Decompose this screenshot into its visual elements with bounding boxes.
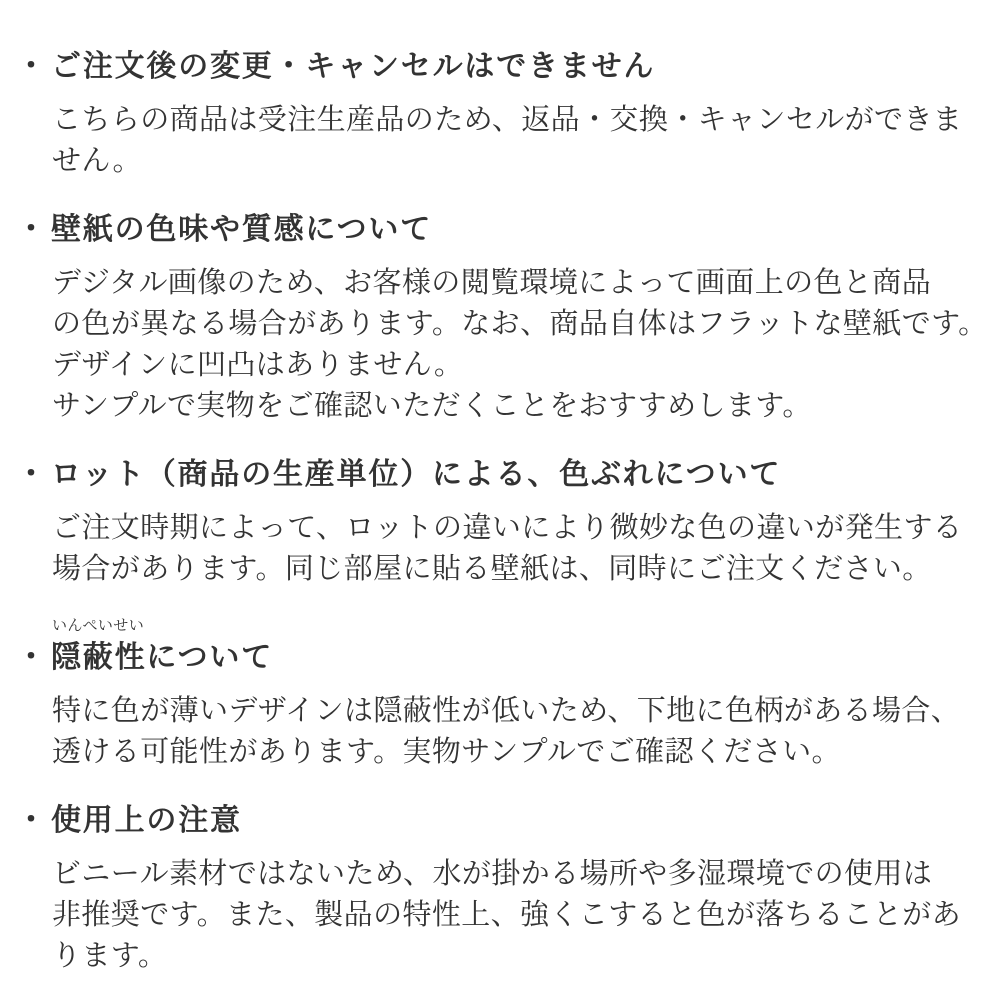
bullet-marker: ・ <box>16 50 48 83</box>
section-body <box>52 854 986 977</box>
section-body <box>52 691 986 773</box>
body-line: せん。 <box>52 145 142 177</box>
furigana-label: いんぺいせい <box>52 617 145 634</box>
bullet-marker: ・ <box>16 641 48 674</box>
section-heading-row <box>16 454 986 496</box>
bullet-marker: ・ <box>16 458 48 491</box>
body-line: サンプルで実物をご確認いただくことをおすすめします。 <box>52 390 812 422</box>
section-heading-row <box>16 637 986 679</box>
section-body <box>52 508 986 590</box>
notice-section-usage-caution <box>16 800 986 977</box>
body-line: の色が異なる場合があります。なお、商品自体はフラットな壁紙です。 <box>52 308 988 340</box>
body-line: 非推奨です。また、製品の特性上、強くこすると色が落ちることがあ <box>52 899 962 931</box>
section-heading: 隠蔽性について <box>51 641 273 674</box>
notice-section-cancel-policy <box>16 46 986 182</box>
body-line: 場合があります。同じ部屋に貼る壁紙は、同時にご注文ください。 <box>52 553 932 585</box>
notice-section-opacity <box>16 617 986 773</box>
body-line: こちらの商品は受注生産品のため、返品・交換・キャンセルができま <box>52 104 963 136</box>
body-line: ご注文時期によって、ロットの違いにより微妙な色の違いが発生する <box>52 512 963 544</box>
bullet-marker: ・ <box>16 213 48 246</box>
section-heading: 使用上の注意 <box>51 804 242 837</box>
section-heading: ロット（商品の生産単位）による、色ぶれについて <box>51 458 782 491</box>
body-line: 特に色が薄いデザインは隠蔽性が低いため、下地に色柄がある場合、 <box>52 695 961 727</box>
section-heading: ご注文後の変更・キャンセルはできません <box>51 50 656 83</box>
section-heading: 壁紙の色味や質感について <box>51 213 432 246</box>
notice-section-lot-color-variation <box>16 454 986 590</box>
section-heading-row <box>16 209 986 251</box>
bullet-marker: ・ <box>16 804 48 837</box>
body-line: 透ける可能性があります。実物サンプルでご確認ください。 <box>52 736 841 768</box>
section-body <box>52 100 986 182</box>
section-heading-row <box>16 800 986 842</box>
body-line: デジタル画像のため、お客様の閲覧環境によって画面上の色と商品 <box>52 267 932 299</box>
section-body <box>52 263 986 427</box>
notice-section-color-texture <box>16 209 986 427</box>
body-line: ります。 <box>52 940 168 972</box>
section-heading-row <box>16 46 986 88</box>
body-line: デザインに凹凸はありません。 <box>52 349 464 381</box>
body-line: ビニール素材ではないため、水が掛かる場所や多湿環境での使用は <box>52 858 933 890</box>
